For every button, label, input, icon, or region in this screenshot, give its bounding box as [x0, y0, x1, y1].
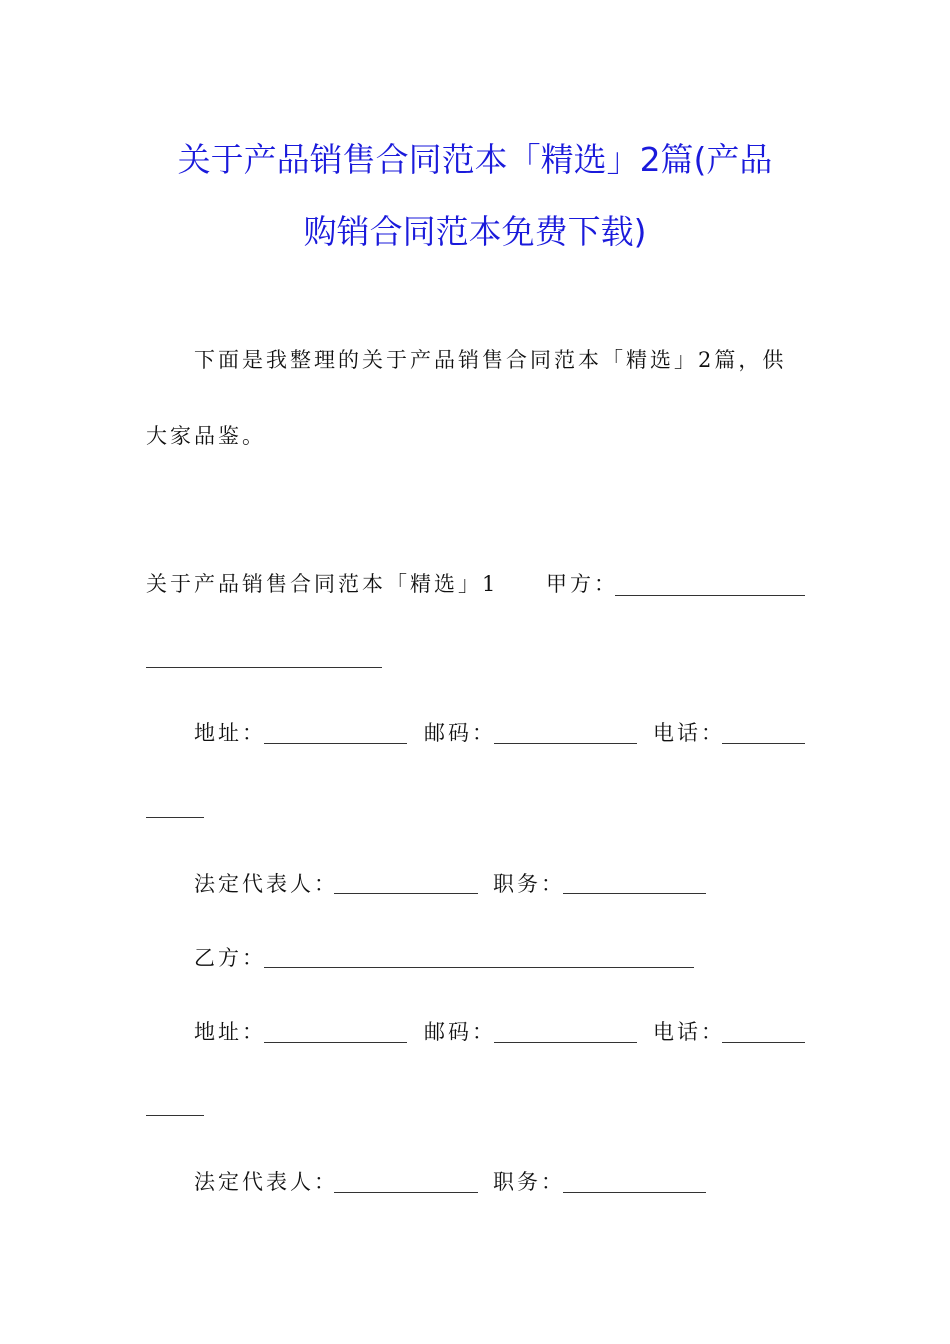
party-a-position-label: 职务： [493, 872, 565, 896]
party-a-phone-label: 电话： [653, 721, 725, 745]
party-b-blank[interactable] [264, 967, 694, 968]
party-b-address-blank[interactable] [264, 1042, 407, 1043]
party-b-postcode-blank[interactable] [494, 1042, 637, 1043]
party-b-phone-blank[interactable] [722, 1042, 805, 1043]
party-a-postcode-blank[interactable] [494, 743, 637, 744]
party-a-position-blank[interactable] [563, 893, 706, 894]
intro-paragraph-line-1: 下面是我整理的关于产品销售合同范本「精选」2篇，供 [194, 348, 787, 372]
party-b-legal-rep-blank[interactable] [334, 1192, 478, 1193]
party-a-phone-blank[interactable] [722, 743, 805, 744]
party-a-label: 甲方： [546, 572, 618, 596]
party-a-phone-blank-continued[interactable] [146, 817, 204, 818]
document-title-line-2: 购销合同范本免费下载) [303, 212, 647, 251]
party-b-phone-label: 电话： [653, 1020, 725, 1044]
party-b-postcode-label: 邮码： [424, 1020, 496, 1044]
party-a-blank[interactable] [615, 595, 805, 596]
party-a-address-label: 地址： [194, 721, 266, 745]
document-title-line-1: 关于产品销售合同范本「精选」2篇(产品 [177, 140, 773, 179]
party-a-legal-rep-blank[interactable] [334, 893, 478, 894]
party-a-address-blank[interactable] [264, 743, 407, 744]
intro-paragraph-line-2: 大家品鉴。 [146, 424, 266, 448]
party-b-legal-rep-label: 法定代表人： [194, 1170, 338, 1194]
section-heading: 关于产品销售合同范本「精选」1 [146, 572, 499, 596]
party-b-address-label: 地址： [194, 1020, 266, 1044]
party-b-position-label: 职务： [493, 1170, 565, 1194]
party-b-phone-blank-continued[interactable] [146, 1115, 204, 1116]
party-a-blank-continued[interactable] [146, 667, 382, 668]
party-a-legal-rep-label: 法定代表人： [194, 872, 338, 896]
party-a-postcode-label: 邮码： [424, 721, 496, 745]
party-b-label: 乙方： [194, 946, 266, 970]
party-b-position-blank[interactable] [563, 1192, 706, 1193]
